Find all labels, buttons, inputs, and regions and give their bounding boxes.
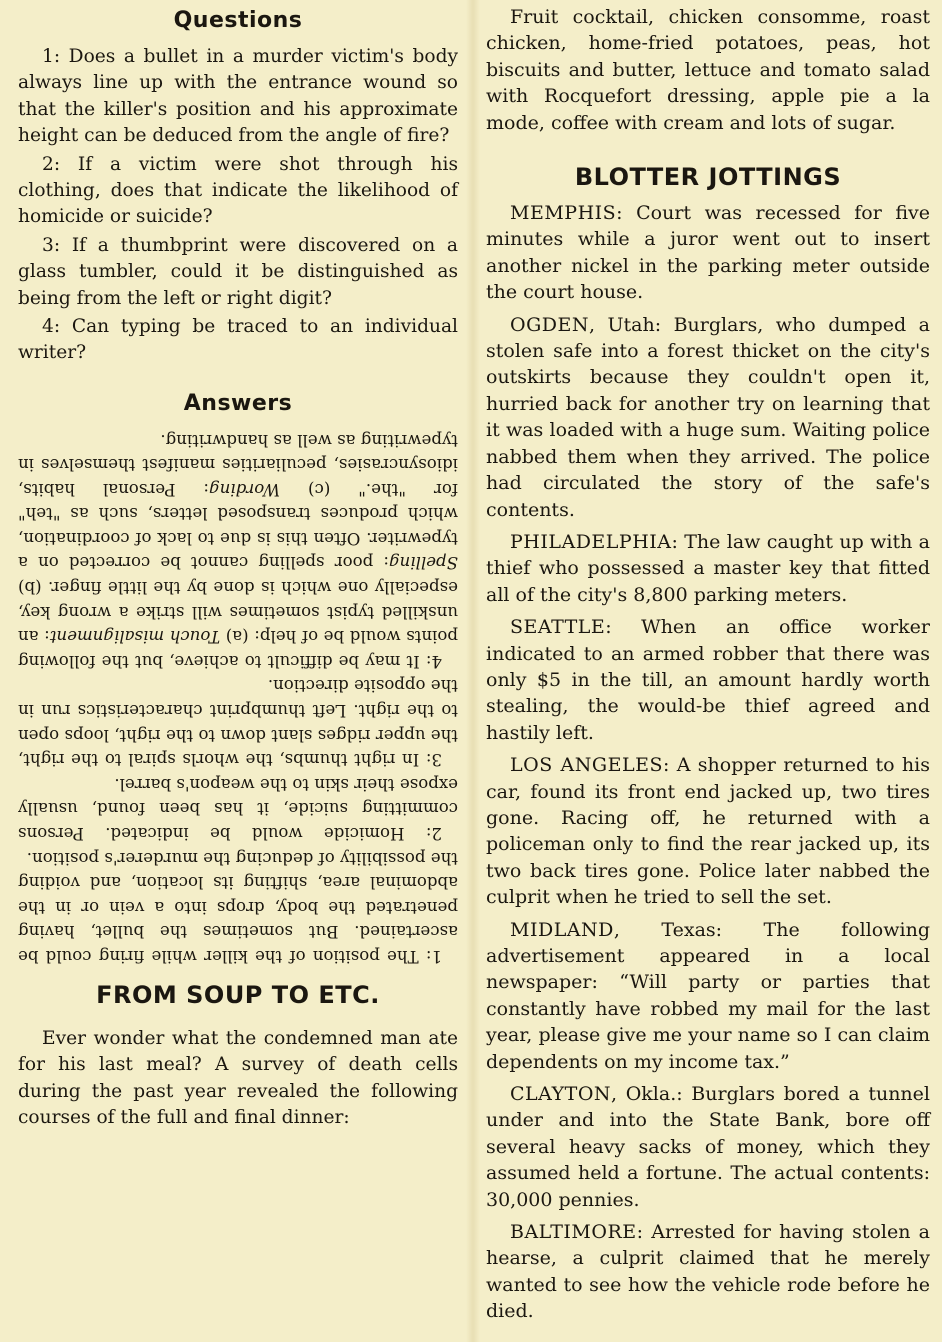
blotter-text: : Court was recessed for five minutes while a juror went out to insert another nickel in the parking meter outside the court house. [486, 202, 930, 304]
column-gutter [466, 0, 480, 1342]
blotter-place: OGDEN [510, 313, 589, 336]
blotter-item-ogden [486, 312, 930, 523]
blotter-place: MEMPHIS [510, 202, 617, 225]
answer-4 [18, 427, 458, 673]
question-2: 2: If a victim were shot through his clothing, does that indicate the likelihood of homicide or suicide? [18, 153, 458, 228]
last-meal-menu-block [486, 4, 930, 136]
blotter-place: SEATTLE [510, 616, 606, 639]
soup-intro-block [18, 1026, 458, 1132]
blotter-item-memphis [486, 200, 930, 306]
answers-heading: Answers [183, 390, 293, 416]
blotter-text: , Utah: Burglars, who dumped a stolen safe into a forest thicket on the city's outskirts because they couldn't open it, hurried back for another try on learning that it was loaded with a huge sum. Waiting police nabbed them when they arrived. The police had circulated the story of the safe's contents. [486, 313, 930, 521]
blotter-text: : The law caught up with a thief who possessed a master key that fitted all of the city's 8,800 parking meters. [486, 530, 930, 606]
answer-2: 2: Homicide would be indicated. Persons committing suicide, it has been found, usually expose their skin to the weapon's barrel. [18, 774, 458, 843]
blotter-heading: BLOTTER JOTTINGS [574, 163, 842, 192]
blotter-place: MIDLAND [510, 918, 614, 941]
blotter-place: LOS ANGELES [510, 754, 663, 777]
answer-4-spelling-label: Spelling [388, 553, 458, 573]
left-column [18, 0, 458, 1132]
answer-4-wording-text: : Personal habits, idiosyncrasies, peculiarities manifest themselves in typewriting as well as handwriting. [18, 430, 458, 499]
blotter-text: : A shopper returned to his car, found its front end jacked up, two tires gone. Racing off, he returned with a policeman only to find the rear jacked up, its two back tires gone. Police later nabbed the culprit when he tried to sell the set. [486, 754, 930, 909]
blotter-item-baltimore [486, 1219, 930, 1325]
blotter-place: PHILADELPHIA [510, 530, 672, 553]
soup-intro: Ever wonder what the condemned man ate for his last meal? A survey of death cells during the past year revealed the following courses of the full and final dinner: [18, 1027, 458, 1129]
soup-heading: FROM SOUP TO ETC. [96, 980, 380, 1009]
questions-heading: Questions [173, 8, 303, 33]
blotter-list [486, 200, 930, 1325]
blotter-place: BALTIMORE [510, 1221, 637, 1244]
questions-list [18, 44, 458, 367]
blotter-text: : Arrested for having stolen a hearse, a culprit claimed that he merely wanted to see how the vehicle rode before he died. [486, 1221, 930, 1323]
question-3: 3: If a thumbprint were discovered on a glass tumbler, could it be distinguished as being from the left or right digit? [18, 234, 458, 309]
answer-4-touch-text: : an unskilled typist sometimes will strike a wrong key, especially one which is done by the little finger. (b) [17, 578, 458, 647]
right-column [486, 0, 930, 1325]
answer-3: 3: In right thumbs, the whorls spiral to the right, the upper ridges slant down to the right, loops open to the right. Left thumbprint characteristics run in the opposite direction. [18, 676, 458, 770]
blotter-place: CLAYTON [510, 1083, 612, 1106]
blotter-text: : When an office worker indicated to an armed robber that there was only $5 in the till, an amount hardly worth stealing, the would-be thief agreed and hastily left. [486, 616, 930, 744]
answer-4-touch-label: Touch misalignment [49, 627, 221, 647]
answer-4-spelling-text: : poor spelling cannot be corrected on a typewriter. Often this is due to lack of coordination, which produces transposed letters, such as "teh" for "the." (c) [18, 479, 458, 573]
blotter-item-midland [486, 917, 930, 1075]
answer-4-intro: 4: It may be difficult to achieve, but the following points would be of help: (a) [18, 627, 458, 671]
blotter-text: , Texas: The following advertisement appeared in a local newspaper: “Will party or parties that constantly have robbed my mail for the last year, please give me your name so I can claim dependents on my income tax.” [486, 918, 930, 1073]
blotter-item-clayton [486, 1081, 930, 1213]
answers-upside-down [18, 427, 458, 968]
question-1: 1: Does a bullet in a murder victim's body always line up with the entrance wound so that the killer's position and his approximate height can be deduced from the angle of fire? [18, 46, 458, 147]
last-meal-menu: Fruit cocktail, chicken consomme, roast chicken, home-fried potatoes, peas, hot biscuits and butter, lettuce and tomato salad with Rocquefort dressing, apple pie a la mode, coffee with cream and lots of sugar. [486, 6, 930, 134]
blotter-text: , Okla.: Burglars bored a tunnel under and into the State Bank, bore off several heavy sacks of money, which they assumed held a fortune. The actual contents: 30,000 pennies. [486, 1083, 930, 1211]
question-4: 4: Can typing be traced to an individual writer? [18, 316, 458, 364]
blotter-item-seattle [486, 614, 930, 746]
answer-4-wording-label: Wording [209, 479, 281, 499]
blotter-item-philadelphia [486, 529, 930, 608]
answer-1: 1: The position of the killer while firing could be ascertained. But sometimes the bullet, having penetrated the body, drops into a vein or in the abdominal area, shifting its location, and voiding the possibility of deducing the murderer's position. [18, 848, 458, 966]
blotter-item-los-angeles [486, 752, 930, 910]
